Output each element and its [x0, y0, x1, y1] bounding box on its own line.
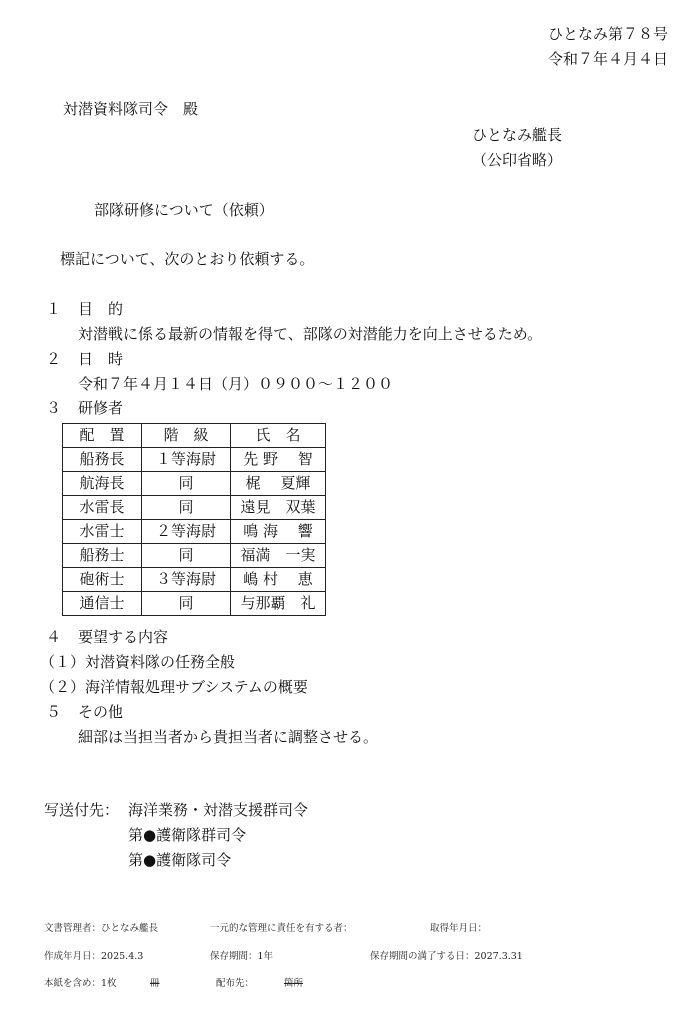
footer-acquired-date: 取得年月日：: [430, 923, 488, 934]
table-row: [63, 520, 326, 544]
addressee: 対潜資料隊司令 殿: [63, 100, 199, 118]
request-item-1: （１）対潜資料隊の任務全般: [40, 653, 236, 671]
trainee-table: [62, 423, 326, 616]
section-5-number: ５: [46, 703, 62, 721]
footer-volume-struck: 冊: [150, 978, 160, 989]
section-1-number: １: [46, 300, 62, 318]
cell-name: 鳴 海 響: [231, 520, 326, 544]
copies-recipient: 第●護衛隊司令: [128, 851, 232, 869]
footer-sheet-count: 本紙を含め：1枚: [44, 978, 117, 989]
cell-position: 船務士: [63, 544, 142, 568]
cell-position: 船務長: [63, 448, 142, 472]
table-header-row: [63, 424, 326, 448]
table-row: [63, 496, 326, 520]
document-date: 令和７年４月４日: [547, 50, 668, 68]
cell-position: 水雷士: [63, 520, 142, 544]
header-name: 氏 名: [231, 424, 326, 448]
section-5-title: その他: [78, 703, 124, 721]
footer-expiry-date: 保存期間の満了する日：2027.3.31: [370, 951, 523, 962]
table-row: [63, 592, 326, 616]
header-rank: 階 級: [142, 424, 231, 448]
cell-rank: １等海尉: [142, 448, 231, 472]
table-row: [63, 544, 326, 568]
cell-position: 航海長: [63, 472, 142, 496]
section-5-body: 細部は当担当者から貴担当者に調整させる。: [78, 728, 379, 746]
cell-rank: 同: [142, 592, 231, 616]
table-row: [63, 568, 326, 592]
footer-distribution-struck: 箇所: [284, 978, 304, 989]
cell-name: 与那覇 礼: [231, 592, 326, 616]
cell-name: 梶 夏輝: [231, 472, 326, 496]
document-number: ひとなみ第７８号: [547, 25, 668, 43]
subject: 部隊研修について（依頼）: [94, 201, 274, 219]
header-position: 配 置: [63, 424, 142, 448]
cell-name: 先 野 智: [231, 448, 326, 472]
copies-recipient: 第●護衛隊群司令: [128, 826, 247, 844]
section-3-number: ３: [46, 399, 62, 417]
cell-name: 嶋 村 恵: [231, 568, 326, 592]
cell-rank: 同: [142, 544, 231, 568]
cell-rank: 同: [142, 496, 231, 520]
footer-distribution: 配布先：: [216, 978, 255, 989]
copies-label: 写送付先：: [44, 801, 120, 819]
section-4-title: 要望する内容: [78, 628, 169, 646]
cell-position: 水雷長: [63, 496, 142, 520]
footer-responsible-person: 一元的な管理に責任を有する者：: [210, 923, 353, 934]
cell-rank: 同: [142, 472, 231, 496]
section-2-number: ２: [46, 350, 62, 368]
cell-rank: ３等海尉: [142, 568, 231, 592]
sender-name: ひとなみ艦長: [472, 126, 563, 144]
section-2-body: 令和７年４月１４日（月）０９００～１２００: [78, 375, 394, 393]
intro-text: 標記について、次のとおり依頼する。: [60, 250, 315, 268]
cell-name: 遠見 双葉: [231, 496, 326, 520]
cell-position: 砲術士: [63, 568, 142, 592]
cell-name: 福満 一実: [231, 544, 326, 568]
section-2-title: 日 時: [78, 350, 124, 368]
table-row: [63, 472, 326, 496]
section-1-title: 目 的: [78, 300, 124, 318]
cell-position: 通信士: [63, 592, 142, 616]
cell-rank: ２等海尉: [142, 520, 231, 544]
copies-recipient: 海洋業務・対潜支援群司令: [128, 801, 309, 819]
section-3-title: 研修者: [78, 399, 124, 417]
request-item-2: （２）海洋情報処理サブシステムの概要: [40, 678, 308, 696]
section-4-number: ４: [46, 628, 62, 646]
seal-omitted-note: （公印省略）: [472, 151, 563, 169]
footer-document-manager: 文書管理者：ひとなみ艦長: [44, 923, 159, 934]
section-1-body: 対潜戦に係る最新の情報を得て、部隊の対潜能力を向上させるため。: [78, 325, 543, 343]
table-row: [63, 448, 326, 472]
footer-created-date: 作成年月日：2025.4.3: [44, 951, 144, 962]
footer-retention-period: 保存期間：1年: [210, 951, 274, 962]
